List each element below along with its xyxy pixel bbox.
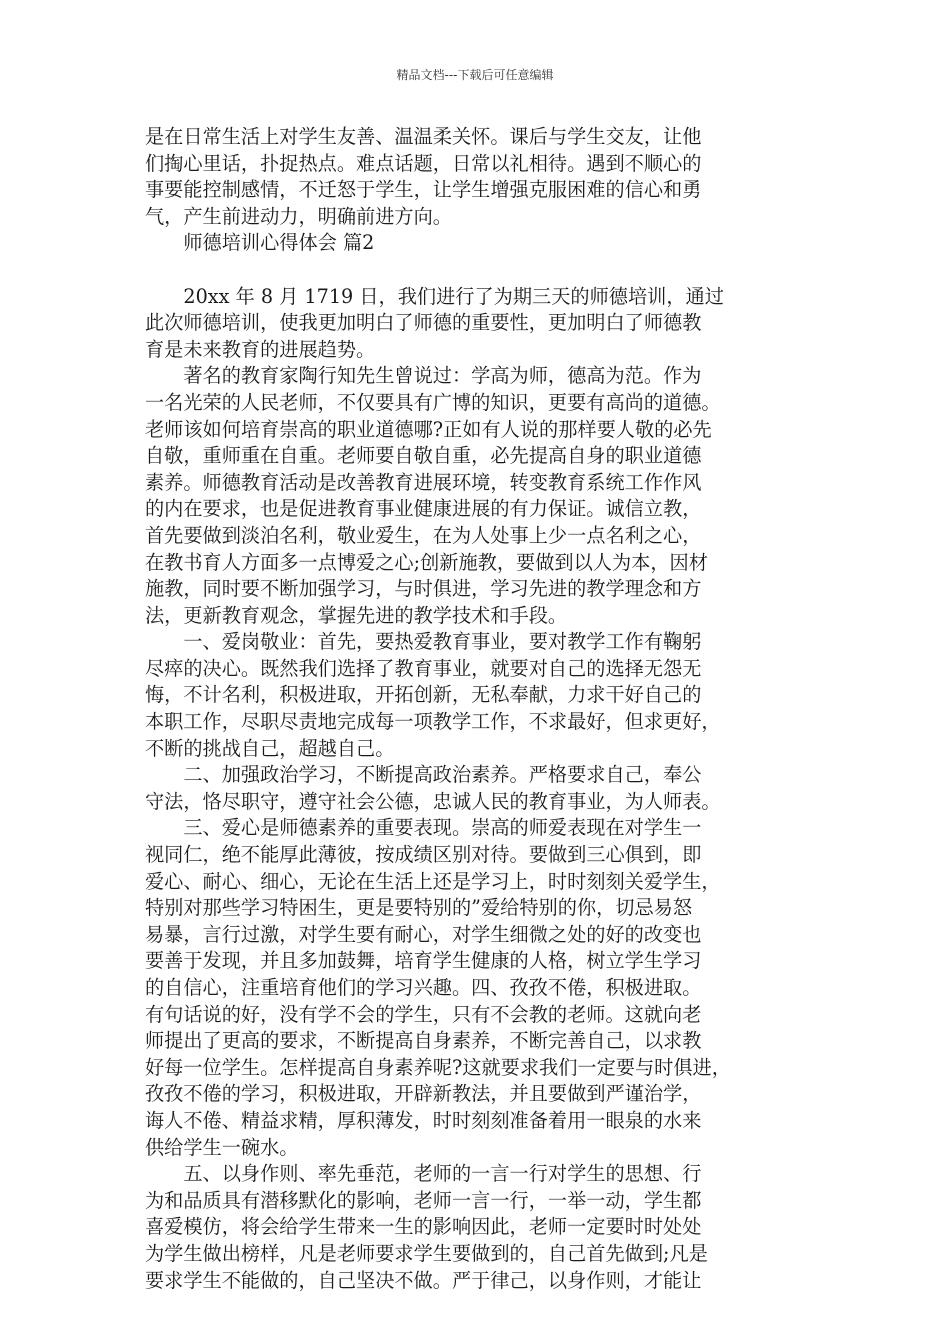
document-body xyxy=(145,124,817,1294)
text-line: 师德培训心得体会 篇2 xyxy=(145,231,375,255)
text-line: 二、加强政治学习，不断提高政治素养。严格要求自己，奉公 xyxy=(145,763,702,787)
text-line: 为学生做出榜样，凡是老师要求学生要做到的，自己首先做到;凡是 xyxy=(145,1241,708,1265)
text-line: 本职工作，尽职尽责地完成每一项教学工作，不求最好，但求更好， xyxy=(145,710,721,734)
text-line: 师提出了更高的要求，不断提高自身素养，不断完善自己，以求教 xyxy=(145,1029,702,1053)
page-header: 精品文档---下载后可任意编辑 xyxy=(396,68,554,82)
text-line: 好每一位学生。怎样提高自身素养呢?这就要求我们一定要与时俱进， xyxy=(145,1055,731,1079)
text-line: 诲人不倦、精益求精，厚积薄发，时时刻刻准备着用一眼泉的水来 xyxy=(145,1108,702,1132)
text-line: 首先要做到淡泊名利，敬业爱生，在为人处事上少一点名利之心， xyxy=(145,523,702,547)
text-line: 的内在要求，也是促进教育事业健康进展的有力保证。诚信立教， xyxy=(145,497,702,521)
text-line: 尽瘁的决心。既然我们选择了教育事业，就要对自己的选择无怨无 xyxy=(145,656,702,680)
text-line: 20xx 年 8 月 1719 日，我们进行了为期三天的师德培训，通过 xyxy=(145,284,724,308)
text-line: 不断的挑战自己，超越自己。 xyxy=(145,736,395,760)
text-line: 守法，恪尽职守，遵守社会公德，忠诚人民的教育事业，为人师表。 xyxy=(145,789,721,813)
text-line: 老师该如何培育崇高的职业道德哪?正如有人说的那样要人敬的必先 xyxy=(145,417,712,441)
text-line: 一名光荣的人民老师，不仅要具有广博的知识，更要有高尚的道德。 xyxy=(145,390,721,414)
text-line: 三、爱心是师德素养的重要表现。崇高的师爱表现在对学生一 xyxy=(145,816,702,840)
text-line: 供给学生一碗水。 xyxy=(145,1135,299,1159)
text-line: 育是未来教育的进展趋势。 xyxy=(145,337,376,361)
text-line: 五、以身作则、率先垂范，老师的一言一行对学生的思想、行 xyxy=(145,1162,702,1186)
text-line: 要善于发现，并且多加鼓舞，培育学生健康的人格，树立学生学习 xyxy=(145,949,702,973)
text-line: 此次师德培训，使我更加明白了师德的重要性，更加明白了师德教 xyxy=(145,311,702,335)
text-line: 一、爱岗敬业：首先，要热爱教育事业，要对教学工作有鞠躬 xyxy=(145,630,702,654)
text-line: 施教，同时要不断加强学习，与时俱进，学习先进的教学理念和方 xyxy=(145,577,702,601)
text-line: 的自信心，注重培育他们的学习兴趣。四、孜孜不倦，积极进取。 xyxy=(145,976,702,999)
text-line: 爱心、耐心、细心，无论在生活上还是学习上，时时刻刻关爱学生， xyxy=(145,869,721,893)
text-line: 视同仁，绝不能厚此薄彼，按成绩区别对待。要做到三心俱到，即 xyxy=(145,843,702,867)
text-line: 们掏心里话，扑捉热点。难点话题，日常以礼相待。遇到不顺心的 xyxy=(145,151,702,175)
text-line: 易暴，言行过激，对学生要有耐心，对学生细微之处的好的改变也 xyxy=(145,922,702,946)
text-line: 要求学生不能做的，自己坚决不做。严于律己，以身作则，才能让 xyxy=(145,1268,702,1292)
text-line: 有句话说的好，没有学不会的学生，只有不会教的老师。这就向老 xyxy=(145,1002,702,1026)
text-line: 特别对那些学习特困生，更是要特别的”爱给特别的你，切忌易怒 xyxy=(145,896,693,920)
text-line: 是在日常生活上对学生友善、温温柔关怀。课后与学生交友，让他 xyxy=(145,125,702,148)
text-line: 在教书育人方面多一点博爱之心;创新施教，要做到以人为本，因材 xyxy=(145,550,708,574)
text-line: 悔，不计名利，积极进取，开拓创新，无私奉献，力求干好自己的 xyxy=(145,683,702,707)
text-line: 著名的教育家陶行知先生曾说过：学高为师，德高为范。作为 xyxy=(145,364,702,388)
text-line: 为和品质具有潜移默化的影响，老师一言一行，一举一动，学生都 xyxy=(145,1188,702,1212)
text-line: 气，产生前进动力，明确前进方向。 xyxy=(145,204,452,228)
text-line: 素养。师德教育活动是改善教育进展环境，转变教育系统工作作风 xyxy=(145,470,702,494)
text-line: 事要能控制感情，不迁怒于学生，让学生增强克服困难的信心和勇 xyxy=(145,178,702,202)
blank-line xyxy=(145,257,817,284)
text-line: 自敬，重师重在自重。老师要自敬自重，必先提高自身的职业道德 xyxy=(145,444,702,468)
text-line: 喜爱模仿，将会给学生带来一生的影响因此，老师一定要时时处处 xyxy=(145,1215,702,1239)
text-line: 法，更新教育观念，掌握先进的教学技术和手段。 xyxy=(145,603,568,627)
text-line: 孜孜不倦的学习，积极进取，开辟新教法，并且要做到严谨治学， xyxy=(145,1082,702,1106)
